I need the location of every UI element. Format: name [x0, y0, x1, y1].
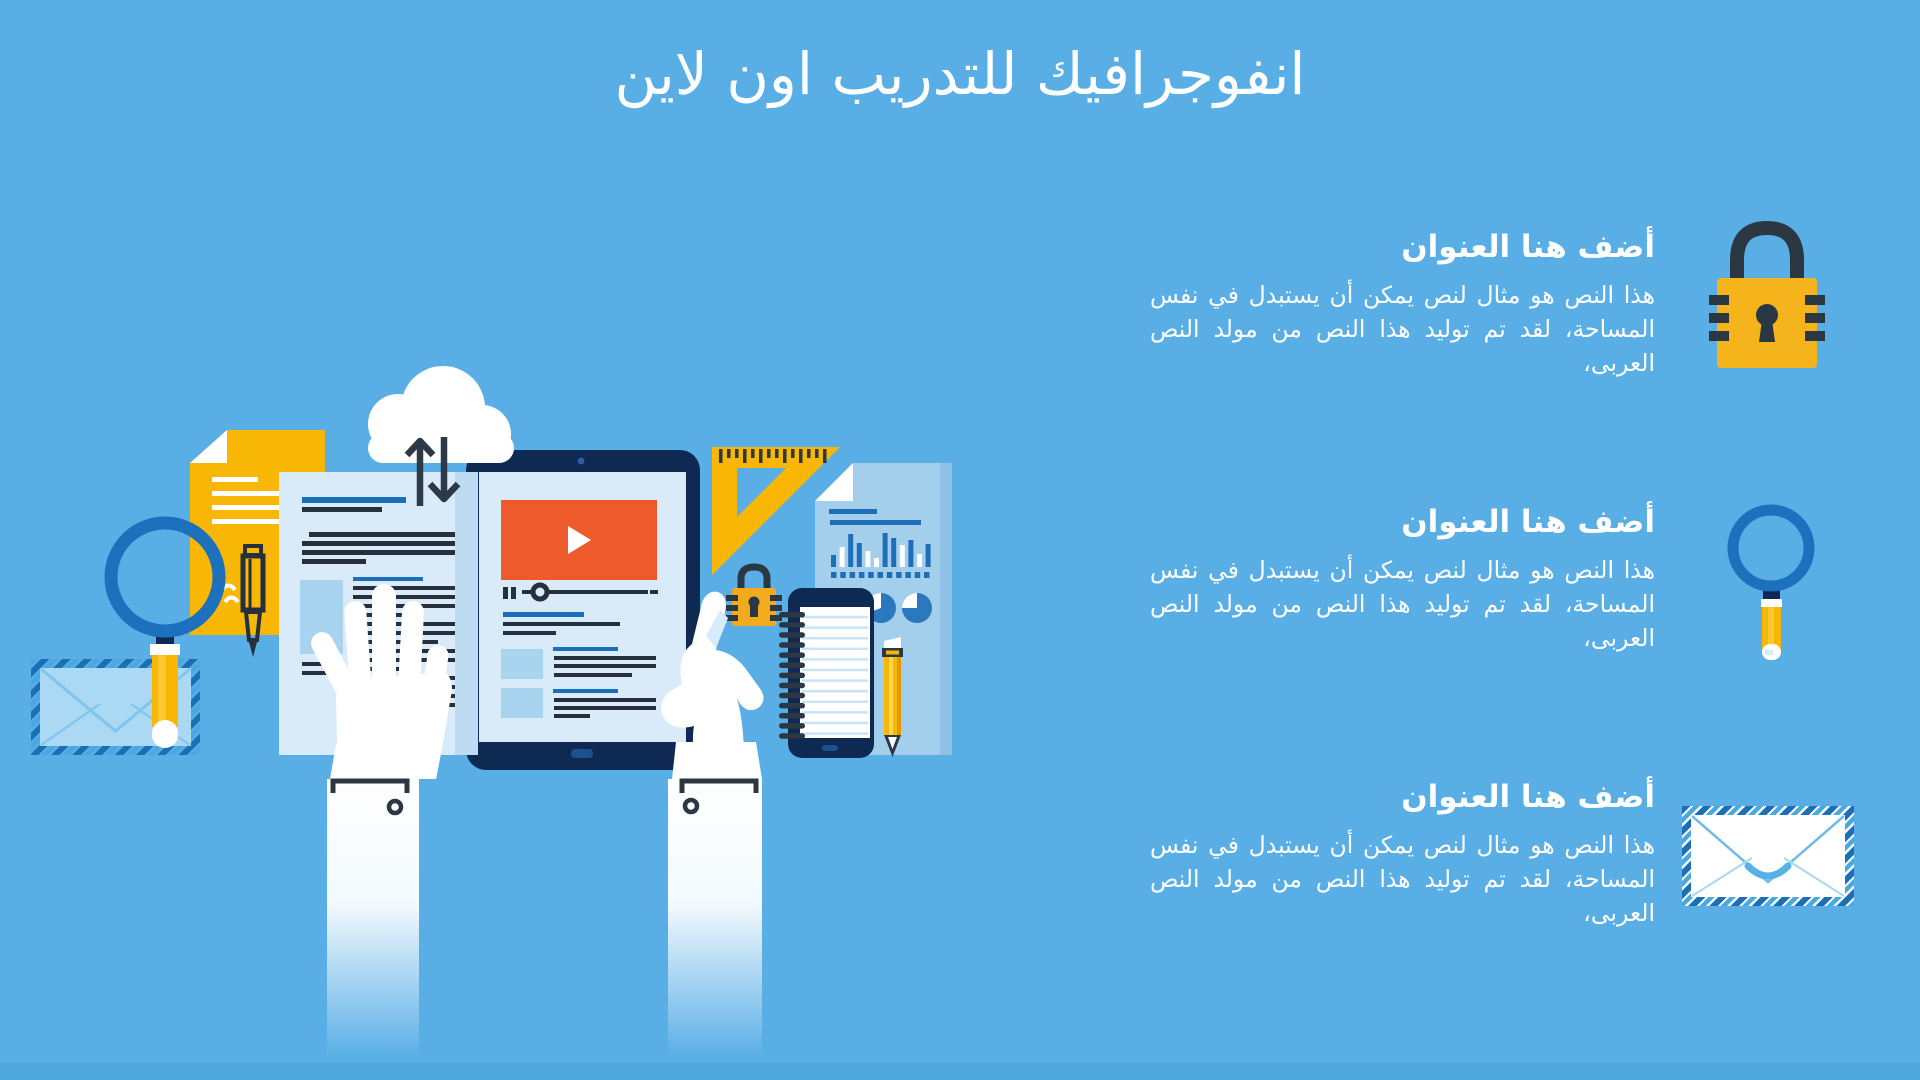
- info-section-1: [1150, 225, 1655, 380]
- info-section-2: [1150, 500, 1655, 655]
- search-icon: [1724, 504, 1820, 660]
- tablet: [466, 450, 700, 770]
- section-body: هذا النص هو مثال لنص يمكن أن يستبدل في نفس المساحة، لقد تم توليد هذا النص من مولد النص العربى،: [1150, 281, 1655, 377]
- section-body: هذا النص هو مثال لنص يمكن أن يستبدل في نفس المساحة، لقد تم توليد هذا النص من مولد النص العربى،: [1150, 556, 1655, 652]
- section-heading: أضف هنا العنوان: [1401, 779, 1655, 815]
- info-section-3: [1150, 775, 1655, 930]
- section-heading: أضف هنا العنوان: [1401, 229, 1655, 265]
- smartphone-notepad: [779, 588, 874, 758]
- padlock-small-icon: [726, 567, 782, 626]
- sleeves: [327, 779, 762, 1060]
- lock-icon: [1709, 220, 1825, 370]
- slide-bottom-edge: [0, 1063, 1920, 1080]
- envelope-icon: [1682, 806, 1858, 910]
- slide-title: انفوجرافيك للتدريب اون لاين: [614, 40, 1306, 108]
- section-body: هذا النص هو مثال لنص يمكن أن يستبدل في نفس المساحة، لقد تم توليد هذا النص من مولد النص العربى،: [1150, 831, 1655, 927]
- section-heading: أضف هنا العنوان: [1401, 504, 1655, 540]
